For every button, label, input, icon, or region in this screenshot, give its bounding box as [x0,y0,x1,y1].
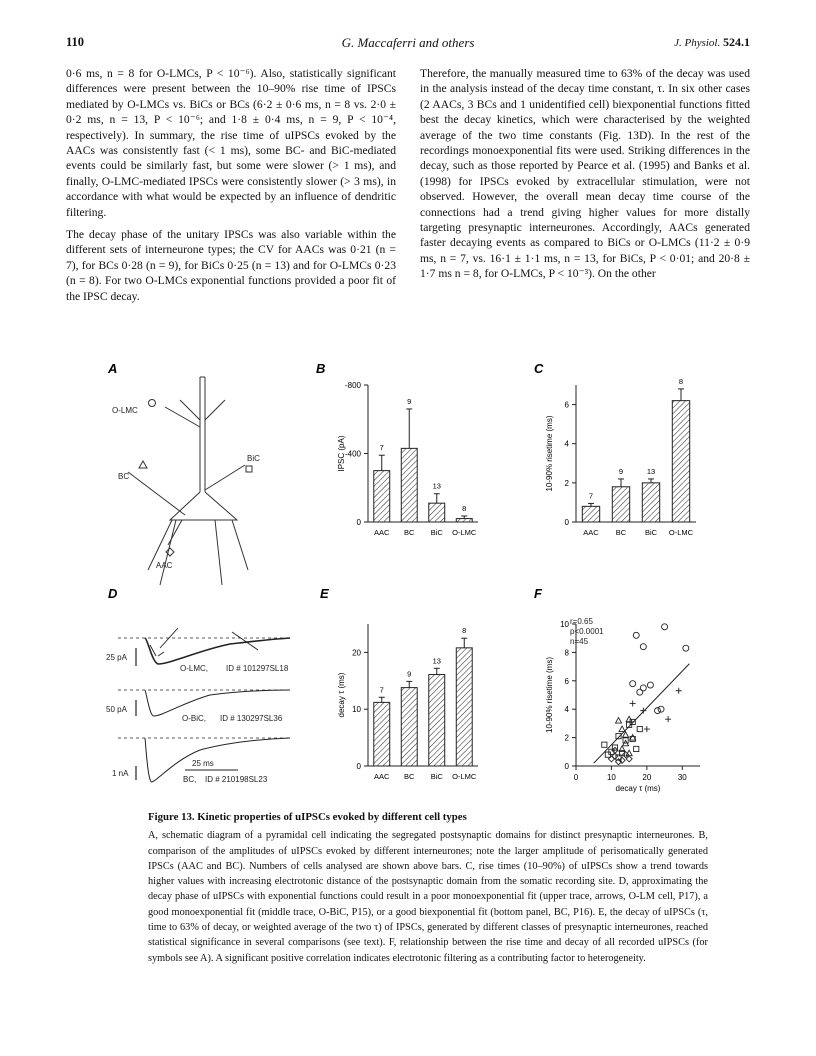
f-y-axis-label: 10-90% risetime (ms) [545,656,554,734]
e-bar [456,648,472,766]
f-point-circle [662,624,668,630]
bic-symbol [246,466,252,472]
label-o-lmc: O-LMC [112,406,138,415]
f-point-triangle [630,735,636,741]
f-point-plus [665,716,671,722]
b-n-label: 8 [462,504,467,514]
label-aac: AAC [156,561,173,570]
c-y-tick-label: 4 [564,439,569,449]
e-bar [429,675,445,766]
e-bar [401,688,417,766]
f-x-tick-label: 0 [573,773,579,782]
c-y-tick-label: 0 [564,518,569,527]
page-number: 110 [66,35,85,49]
f-point-plus [676,688,682,694]
c-bar [612,487,629,522]
b-y-tick-label: 0 [356,518,361,527]
panel-letter-c: C [534,361,544,376]
b-n-label: 7 [379,443,384,453]
f-point-plus [640,708,646,714]
f-point-circle [658,706,664,712]
f-point-circle [633,632,639,638]
c-n-label: 8 [678,376,684,386]
e-category-label: O-LMC [452,772,477,781]
scale-1na: 1 nA [112,769,129,778]
f-point-circle [654,708,660,714]
trace-label-o-lmc: O-LMC, [180,664,208,673]
panel-letter-a: A [108,361,118,376]
b-category-label: AAC [374,528,390,537]
f-point-circle [637,689,643,695]
e-category-label: AAC [374,772,390,781]
f-stat-p: p<0.0001 [570,627,604,636]
f-point-circle [683,645,689,651]
f-x-axis-label: decay τ (ms) [615,784,661,793]
paragraph: The decay phase of the unitary IPSCs was also variable within the different sets of interneurone types; the CV for AACs was 0·21 (n = 7), for BCs 0·28 (n = 9), for BiCs 0·25 (n = 13) and for O-LMCs 0·23 (n = 8). For two O-LMCs exponential functions provided a poor fit of the IPSC decay. [66,228,396,303]
f-point-circle [630,681,636,687]
bc-symbol [139,461,147,468]
b-bar [429,503,445,522]
f-point-circle [647,682,653,688]
o-lmc-symbol [149,400,156,407]
b-y-axis-label: IPSC (pA) [337,435,346,472]
caption-text: A, schematic diagram of a pyramidal cell indicating the segregated postsynaptic domains for distinct presynaptic interneurones. B, comparison of the amplitudes of uIPSCs evoked by different interneurones; note the larger amplitude of perisomatically generated IPSCs (AAC and BC). Numbers of cells analysed are shown above bars. C, rise times (10–90%) of uIPSCs show a trend towards higher values with increasing electrotonic distance of the postsynaptic domain from the somatic recording site. D, approximating the decay phase of uIPSCs with exponential functions could result in a poor monoexponential fit (upper trace, arrows, O-LM cell, P17), a good monoexponential fit (middle trace, O-BiC, P15), or a good biexponential fit (bottom panel, BC, P16). E, the decay of uIPSCs (τ, time to 63% of decay, or weighted average of the two τ) of IPSCs, generated by different classes of presynaptic interneurones, reached statistical significance in several comparisons (see text). F, relationship between the rise time and decay of all recorded uIPSCs (for symbols see A). A significant positive correlation indicates electrotonic filtering as a contributing factor to heterogeneity. [148,830,708,964]
e-n-label: 7 [379,685,384,695]
b-bar [374,471,390,522]
e-y-tick-label: 10 [352,705,361,715]
e-y-tick-label: 0 [356,762,361,771]
f-point-triangle [626,716,632,722]
b-category-label: BC [404,528,415,537]
c-bar [582,506,599,522]
b-category-label: O-LMC [452,528,477,537]
f-y-tick-label: 4 [564,705,569,715]
f-point-triangle [616,718,622,724]
trace-id-o-lmc: ID # 101297SL18 [226,664,289,673]
b-bar [401,448,417,522]
f-point-plus [630,701,636,707]
c-y-axis-label: 10-90% risetime (ms) [545,415,554,492]
trace-label-bc: BC, [183,775,197,784]
e-n-label: 8 [462,626,467,636]
b-y-tick-label: -400 [344,449,361,459]
f-y-tick-label: 2 [564,733,569,743]
f-x-tick-label: 30 [677,773,687,782]
c-n-label: 7 [588,491,594,501]
e-category-label: BiC [430,772,443,781]
trace-id-bc: ID # 210198SL23 [205,775,268,784]
panel-letter-b: B [316,361,326,376]
f-point-square [637,726,642,731]
c-y-tick-label: 6 [564,400,569,410]
scale-50pa: 50 pA [106,705,127,714]
f-x-tick-label: 20 [642,773,652,782]
journal-volume: 524.1 [723,35,750,49]
e-n-label: 9 [407,669,412,679]
panel-letter-f: F [534,586,542,601]
scale-25pa: 25 pA [106,653,127,662]
e-y-tick-label: 20 [352,648,361,658]
c-bar [642,483,659,522]
e-bar [374,702,390,766]
trace-label-o-bic: O-BiC, [182,714,206,723]
b-y-tick-label: -800 [344,381,361,390]
paragraph: Therefore, the manually measured time to 63% of the decay was used in the analysis instead of the decay time constant, τ. In six other cases (2 AACs, 3 BCs and 1 unidentified cell) biexponential functions fitted best the decay kinetics, which were characterised by the weighted average of the two time constants (Fig. 13D). In the rest of the recordings monoexponential fits were used. Striking differences in the decay, such as those reported by Pearce et al. (1995) and Banks et al. (1998) for IPSCs evoked by extracellular stimulation, were not observed. However, the overall mean decay time course of the connections had a trend giving higher values for more distally targeting presynaptic interneurones. Accordingly, AACs generated faster decaying events as compared to BiCs or O-LMCs (11·2 ± 0·9 ms, n = 7, vs. 16·1 ± 1·1 ms, n = 13, for BiCs, P < 0·01; and 20·8 ± 1·7 ms n = 8, for O-LMCs, P < 10⁻³). On the other [420,67,750,281]
c-category-label: BiC [644,528,658,537]
label-bic: BiC [247,454,260,463]
journal-name: J. Physiol. [674,37,721,49]
e-y-axis-label: decay τ (ms) [337,672,346,718]
f-point-plus [644,726,650,732]
label-bc: BC [118,472,130,481]
figure-caption [148,810,708,966]
f-point-triangle [619,726,625,732]
f-point-circle [640,644,646,650]
trace-id-o-bic: ID # 130297SL36 [220,714,283,723]
f-y-tick-label: 0 [564,762,569,771]
f-point-square [634,746,639,751]
c-n-label: 9 [618,466,624,476]
b-n-label: 13 [432,481,441,491]
paragraph: 0·6 ms, n = 8 for O-LMCs, P < 10⁻⁶). Also, statistically significant differences were present between the 10–90% rise time of IPSCs mediated by O-LMCs vs. BiCs or BCs (6·2 ± 0·6 ms, n = 8 vs. 2·0 ± 0·2 ms, n = 13, P < 10⁻⁶; and 1·8 ± 0·4 ms, n = 9, P < 10⁻⁴, respectively). In summary, the rise time of uIPSCs evoked by the AACs was consistently fast (< 1 ms), some BC- and BiC-mediated events could be similarly fast, but some were slower (> 1 ms), and finally, O-LMC-mediated IPSCs were consistently slower (> 3 ms), in accordance with what would be expected by an influence of dendritic filtering. [66,67,396,219]
c-category-label: BC [615,528,627,537]
b-category-label: BiC [430,528,443,537]
panel-letter-d: D [108,586,118,601]
f-stat-r: r=0.65 [570,617,593,626]
f-y-tick-label: 8 [564,648,569,658]
c-category-label: O-LMC [668,528,694,537]
c-n-label: 13 [646,466,656,476]
f-point-square [602,742,607,747]
f-y-tick-label: 6 [564,676,569,686]
caption-title: Figure 13. Kinetic properties of uIPSCs evoked by different cell types [148,811,467,823]
running-authors: G. Maccaferri and others [341,35,475,50]
f-regression-line [594,664,690,763]
f-y-tick-label: 10 [560,620,569,629]
e-n-label: 13 [432,656,441,666]
pyramidal-cell-diagram [128,377,252,585]
b-n-label: 9 [407,396,412,406]
c-y-tick-label: 2 [564,478,569,488]
c-bar [672,401,689,522]
panel-letter-e: E [320,586,329,601]
f-x-tick-label: 10 [606,773,616,782]
b-bar [456,519,472,522]
time-scale-label: 25 ms [192,759,214,768]
c-category-label: AAC [583,528,599,537]
f-stat-n: n=45 [570,637,589,646]
e-category-label: BC [404,772,415,781]
